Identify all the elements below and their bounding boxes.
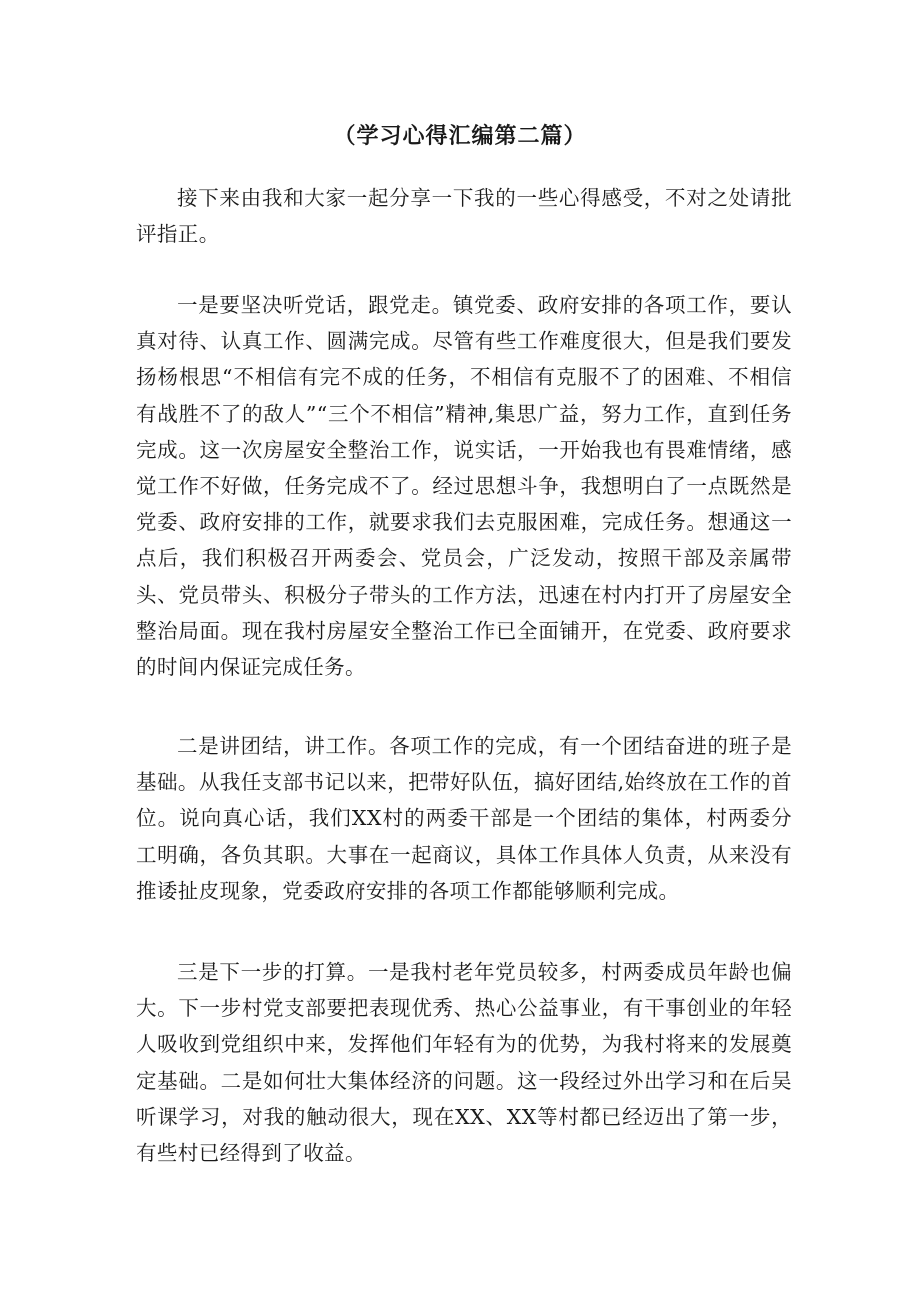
paragraph-intro: 接下来由我和大家一起分享一下我的一些心得感受，不对之处请批评指正。 <box>136 186 792 247</box>
document-title: （学习心得汇编第二篇） <box>333 123 587 149</box>
paragraph-point-three: 三是下一步的打算。一是我村老年党员较多，村两委成员年龄也偏大。下一步村党支部要把表现优秀、热心公益事业，有干事创业的年轻人吸收到党组织中来，发挥他们年轻有为的优势，为我村将来的发展奠定基础。二是如何壮大集体经济的问题。这一段经过外出学习和在后吴听课学习，对我的触动很大，现在XX、XX等村都已经迈出了第一步，有些村已经得到了收益。 <box>136 960 792 1166</box>
paragraph-point-two: 二是讲团结，讲工作。各项工作的完成，有一个团结奋进的班子是基础。从我任支部书记以来，把带好队伍，搞好团结,始终放在工作的首位。说向真心话，我们XX村的两委干部是一个团结的集体，村两委分工明确，各负其职。大事在一起商议，具体工作具体人负责，从来没有推诿扯皮现象，党委政府安排的各项工作都能够顺利完成。 <box>136 734 792 903</box>
paragraph-point-one: 一是要坚决听党话，跟党走。镇党委、政府安排的各项工作，要认真对待、认真工作、圆满完成。尽管有些工作难度很大，但是我们要发扬杨根思“不相信有完不成的任务，不相信有克服不了的困难、不相信有战胜不了的敌人”“三个不相信”精神,集思广益，努力工作，直到任务完成。这一次房屋安全整治工作，说实话，一开始我也有畏难情绪，感觉工作不好做，任务完成不了。经过思想斗争，我想明白了一点既然是党委、政府安排的工作，就要求我们去克服困难，完成任务。想通这一点后，我们积极召开两委会、党员会，广泛发动，按照干部及亲属带头、党员带头、积极分子带头的工作方法，迅速在村内打开了房屋安全整治局面。现在我村房屋安全整治工作已全面铺开，在党委、政府要求的时间内保证完成任务。 <box>136 293 792 680</box>
